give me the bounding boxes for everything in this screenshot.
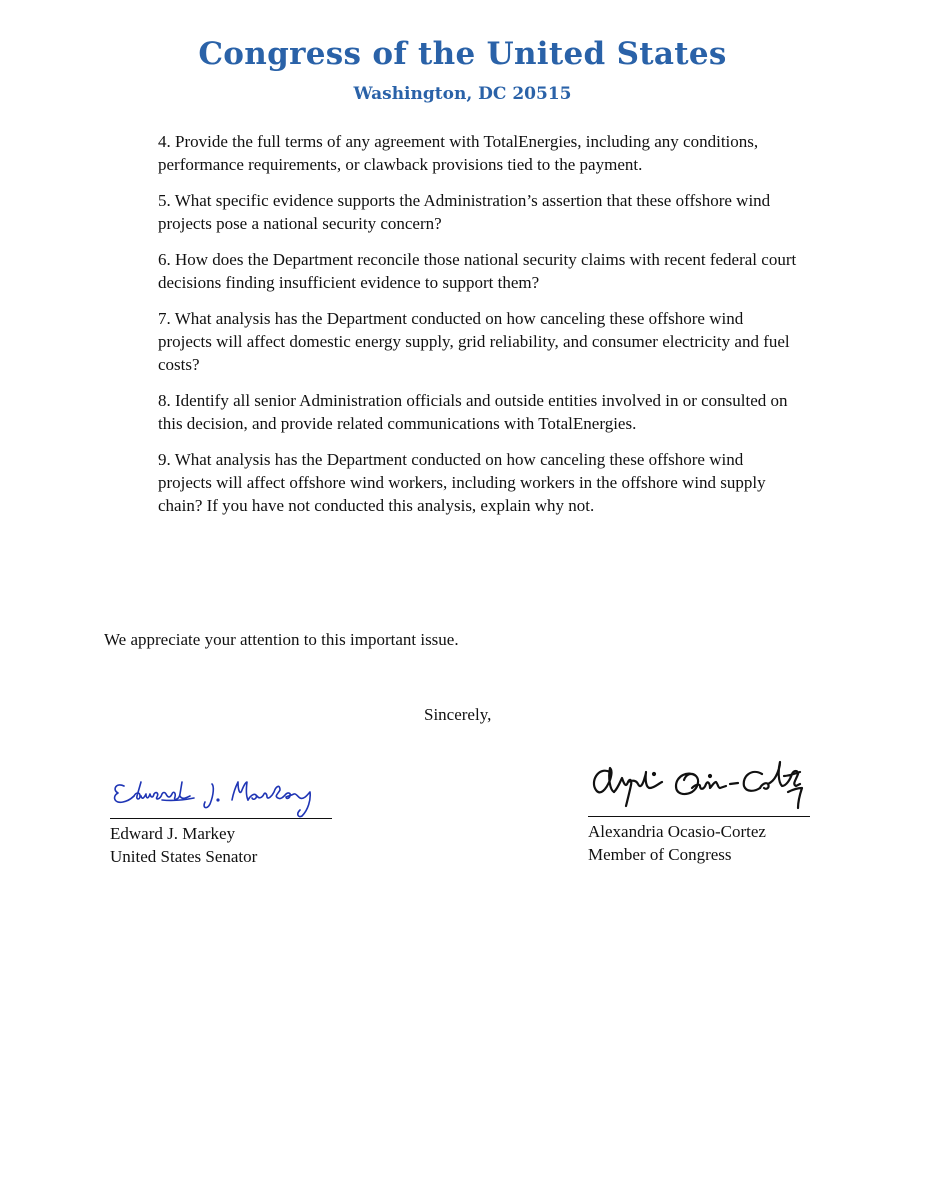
signature-ocasio-cortez <box>588 752 813 816</box>
letterhead-address: Washington, DC 20515 <box>353 84 572 104</box>
closing-paragraph: We appreciate your attention to this important issue. <box>104 630 459 649</box>
signatory-title-markey: United States Senator <box>110 847 258 866</box>
signatory-name-markey: Edward J. Markey <box>110 824 236 843</box>
question-6: 6. How does the Department reconcile those national security claims with recent federal court decisions finding insufficient evidence to support them? <box>158 250 797 292</box>
signature-line-markey <box>110 818 332 819</box>
letterhead <box>0 30 925 108</box>
question-4: 4. Provide the full terms of any agreement with TotalEnergies, including any conditions, performance requirements, or clawback provisions tied to the payment. <box>158 132 759 174</box>
signatory-title-ocasio-cortez: Member of Congress <box>588 845 732 864</box>
signature-block-ocasio-cortez <box>588 752 818 866</box>
question-5: 5. What specific evidence supports the Administration’s assertion that these offshore wind projects pose a national security concern? <box>158 191 771 233</box>
question-8: 8. Identify all senior Administration officials and outside entities involved in or consulted on this decision, and provide related communications with TotalEnergies. <box>158 391 788 433</box>
signature-markey <box>110 760 335 818</box>
question-7: 7. What analysis has the Department conducted on how canceling these offshore wind projects will affect domestic energy supply, grid reliability, and consumer electricity and fuel costs? <box>158 309 790 374</box>
question-list <box>158 130 798 530</box>
letterhead-title: Congress of the United States <box>198 36 727 72</box>
signature-line-ocasio-cortez <box>588 816 810 817</box>
question-9: 9. What analysis has the Department conducted on how canceling these offshore wind projects will affect offshore wind workers, including workers in the offshore wind supply chain? If you have not conducted this analysis, explain why not. <box>158 450 766 515</box>
sign-off: Sincerely, <box>424 705 492 724</box>
signatory-name-ocasio-cortez: Alexandria Ocasio-Cortez <box>588 822 766 841</box>
signature-block-markey <box>110 760 340 868</box>
